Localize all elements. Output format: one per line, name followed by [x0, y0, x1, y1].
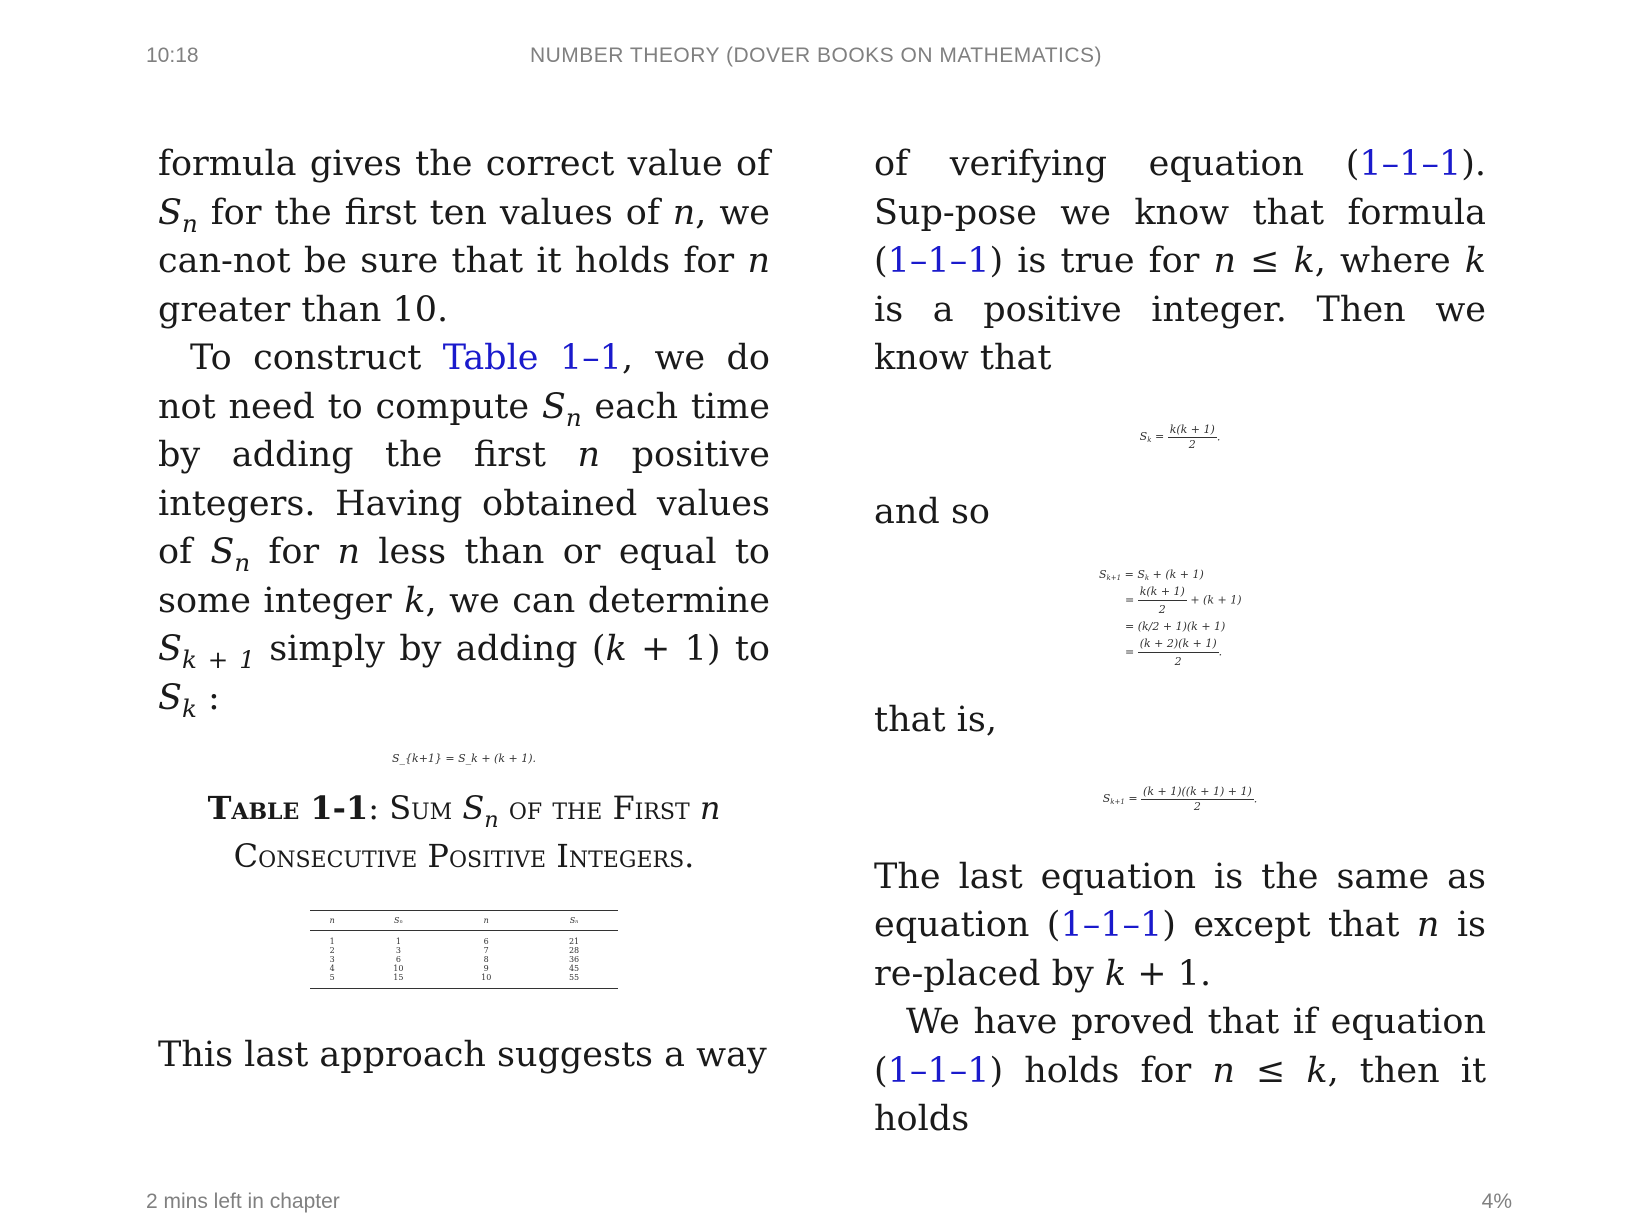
equation-image: $S_{k+1} = S_k + (k + 1)$ = $\frac{k(k + 1)}{2}$ + (k + 1) = (k/2 + 1)(k + 1) = $\frac{(k + 2)(k + 1)}{2}$ .	[1099, 568, 1242, 668]
book-title: NUMBER THEORY (DOVER BOOKS ON MATHEMATICS)	[529, 44, 1103, 67]
left-page-column	[158, 140, 770, 1080]
table-link[interactable]: Table 1–1	[442, 338, 622, 378]
chapter-time-remaining: 2 mins left in chapter	[146, 1190, 340, 1213]
sum-table: n Sₙ n Sₙ 1 1 6 21 2 3 7 28 3 6 8 36 4 10 9 45 5 15 10 55	[310, 910, 618, 989]
paragraph: This last approach suggests a way	[158, 1035, 767, 1075]
clock: 10:18	[146, 44, 199, 67]
equation-link[interactable]: 1–1–1	[1359, 144, 1462, 184]
table-row: 4 10 9 45	[329, 964, 580, 973]
right-page-column	[874, 140, 1486, 1144]
equation-image: $S_{k+1}$ = $\frac{(k + 1)((k + 1) + 1)}{2}$ .	[1102, 784, 1258, 813]
equation-link[interactable]: 1–1–1	[887, 1050, 990, 1091]
table-row: 5 15 10 55	[329, 973, 580, 982]
equation-image: $S_k$ = $\frac{k(k + 1)}{2}$ .	[1139, 422, 1221, 451]
paragraph: of verifying equation (1–1–1). Sup-pose we know that formula (1–1–1) is true for n ≤ k, where k is a positive integer. Then we know that	[874, 144, 1486, 378]
paragraph: We have proved that if equation (1–1–1) holds for n ≤ k, then it holds	[874, 1002, 1487, 1139]
equation-link[interactable]: 1–1–1	[887, 241, 990, 281]
table-row: 2 3 7 28	[329, 946, 580, 955]
equation-link[interactable]: 1–1–1	[1060, 905, 1163, 945]
paragraph: and so	[874, 491, 990, 532]
paragraph: formula gives the correct value of $S_n$ for the first ten values of n, we can-not be sure that it holds for n greater than 10.	[158, 144, 770, 330]
table-row: 3 6 8 36	[329, 955, 580, 964]
paragraph: that is,	[874, 700, 997, 740]
paragraph: The last equation is the same as equation (1–1–1) except that n is re-placed by k + 1.	[874, 856, 1486, 994]
equation-image: S_{k+1} = S_k + (k + 1).	[392, 752, 536, 765]
table-caption: Table 1-1: Sum $S_n$ of the First n Consecutive Positive Integers.	[207, 789, 721, 875]
paragraph: To construct Table 1–1, we do not need to compute $S_n$ each time by adding the first n positive integers. Having obtained values of $S_n$ for n less than or equal to some integer k, we can determine $S_{k + 1}$ simply by adding (k + 1) to $S_k$ :	[158, 338, 771, 723]
table-row: 1 1 6 21	[329, 937, 580, 946]
reading-progress: 4%	[1481, 1190, 1512, 1213]
